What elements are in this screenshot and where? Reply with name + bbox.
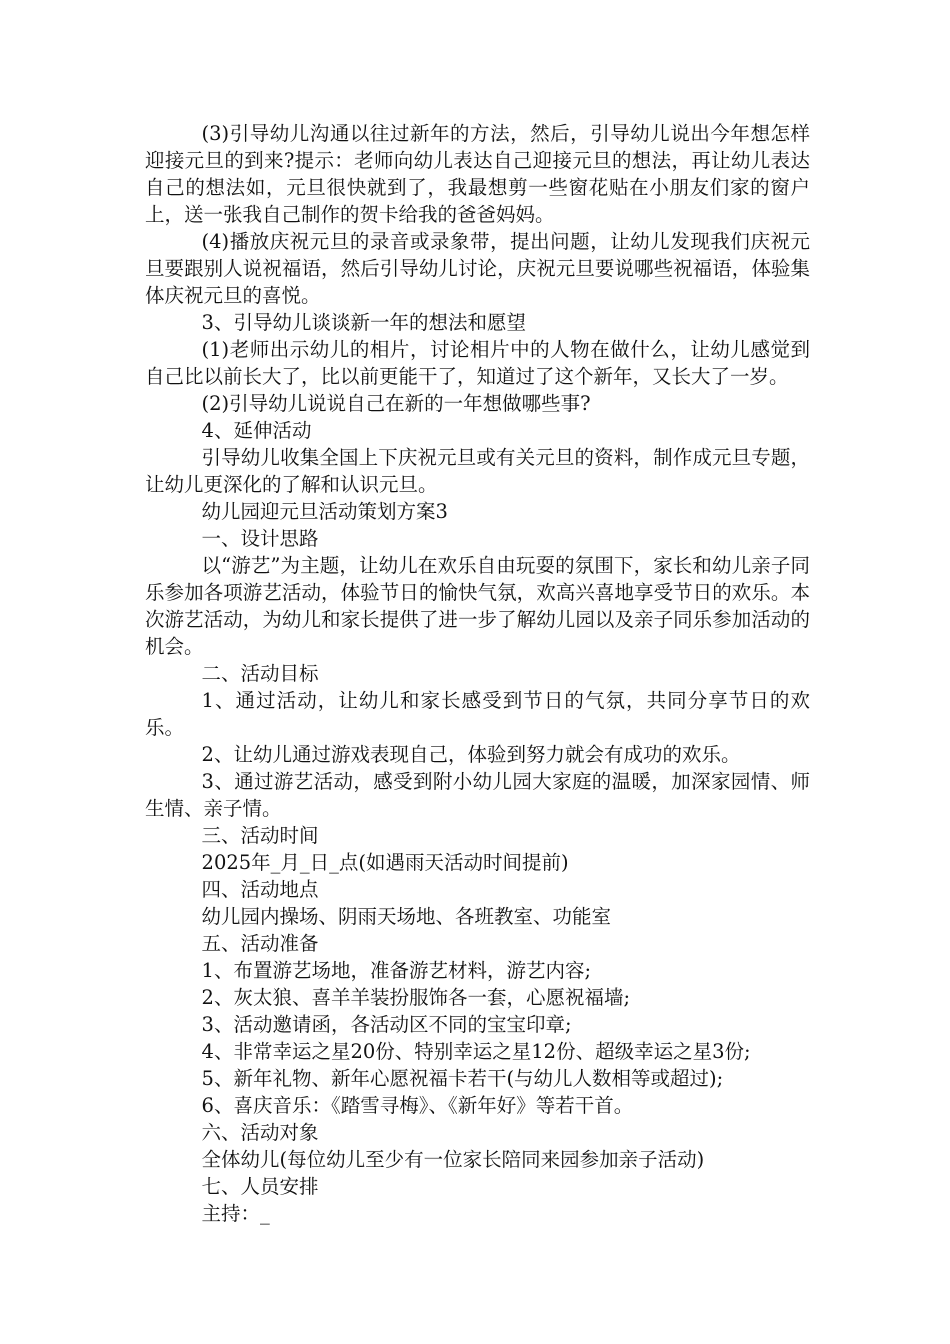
preparation-item-4: 4、非常幸运之星20份、特别幸运之星12份、超级幸运之星3份;	[201, 1040, 751, 1063]
preparation-item-2: 2、灰太狼、喜羊羊装扮服饰各一套，心愿祝福墙;	[201, 986, 631, 1009]
heading-activity-time: 三、活动时间	[201, 824, 319, 847]
paragraph-wishes-step-1: (1)老师出示幼儿的相片，讨论相片中的人物在做什么，让幼儿感觉到自己比以前长大了，比以前更能干了，知道过了这个新年，又长大了一岁。	[145, 338, 810, 388]
paragraph-activity-time: 2025年_月_日_点(如遇雨天活动时间提前)	[201, 851, 569, 874]
heading-activity-participants: 六、活动对象	[201, 1121, 319, 1144]
preparation-item-5: 5、新年礼物、新年心愿祝福卡若干(与幼儿人数相等或超过);	[201, 1067, 724, 1090]
heading-activity-preparation: 五、活动准备	[201, 932, 319, 955]
heading-extension-activity: 4、延伸活动	[201, 419, 312, 442]
goal-item-2: 2、让幼儿通过游戏表现自己，体验到努力就会有成功的欢乐。	[201, 743, 741, 766]
heading-design-idea: 一、设计思路	[201, 527, 319, 550]
paragraph-extension-activity: 引导幼儿收集全国上下庆祝元旦或有关元旦的资料，制作成元旦专题，让幼儿更深化的了解和认识元旦。	[145, 446, 810, 496]
goal-item-3: 3、通过游艺活动，感受到附小幼儿园大家庭的温暖，加深家园情、师生情、亲子情。	[145, 770, 810, 820]
paragraph-design-idea: 以“游艺”为主题，让幼儿在欢乐自由玩耍的氛围下，家长和幼儿亲子同乐参加各项游艺活动，体验节日的愉快气氛，欢高兴喜地享受节日的欢乐。本次游艺活动，为幼儿和家长提供了进一步了解幼儿园以及亲子同乐参加活动的机会。	[145, 554, 810, 658]
paragraph-activity-participants: 全体幼儿(每位幼儿至少有一位家长陪同来园参加亲子活动)	[201, 1148, 705, 1171]
paragraph-activity-location: 幼儿园内操场、阴雨天场地、各班教室、功能室	[201, 905, 612, 928]
paragraph-activity-step-3: (3)引导幼儿沟通以往过新年的方法，然后，引导幼儿说出今年想怎样迎接元旦的到来?提示：老师向幼儿表达自己迎接元旦的想法，再让幼儿表达自己的想法如，元旦很快就到了，我最想剪一些窗花贴在小朋友们家的窗户上，送一张我自己制作的贺卡给我的爸爸妈妈。	[145, 122, 810, 226]
preparation-item-3: 3、活动邀请函，各活动区不同的宝宝印章;	[201, 1013, 572, 1036]
section-title-plan-3: 幼儿园迎元旦活动策划方案3	[201, 500, 448, 523]
paragraph-activity-step-4: (4)播放庆祝元旦的录音或录象带，提出问题，让幼儿发现我们庆祝元旦要跟别人说祝福语，然后引导幼儿讨论，庆祝元旦要说哪些祝福语，体验集体庆祝元旦的喜悦。	[145, 230, 810, 307]
preparation-item-1: 1、布置游艺场地，准备游艺材料，游艺内容;	[201, 959, 592, 982]
heading-activity-location: 四、活动地点	[201, 878, 319, 901]
document-body	[145, 120, 810, 1227]
goal-item-1: 1、通过活动，让幼儿和家长感受到节日的气氛，共同分享节日的欢乐。	[145, 689, 810, 739]
preparation-item-6: 6、喜庆音乐：《踏雪寻梅》、《新年好》等若干首。	[201, 1094, 634, 1117]
heading-staff-arrangement: 七、人员安排	[201, 1175, 319, 1198]
paragraph-host: 主持：_	[201, 1202, 270, 1225]
heading-activity-goals: 二、活动目标	[201, 662, 319, 685]
paragraph-wishes-step-2: (2)引导幼儿说说自己在新的一年想做哪些事?	[201, 392, 591, 415]
heading-new-year-wishes: 3、引导幼儿谈谈新一年的想法和愿望	[201, 311, 526, 334]
